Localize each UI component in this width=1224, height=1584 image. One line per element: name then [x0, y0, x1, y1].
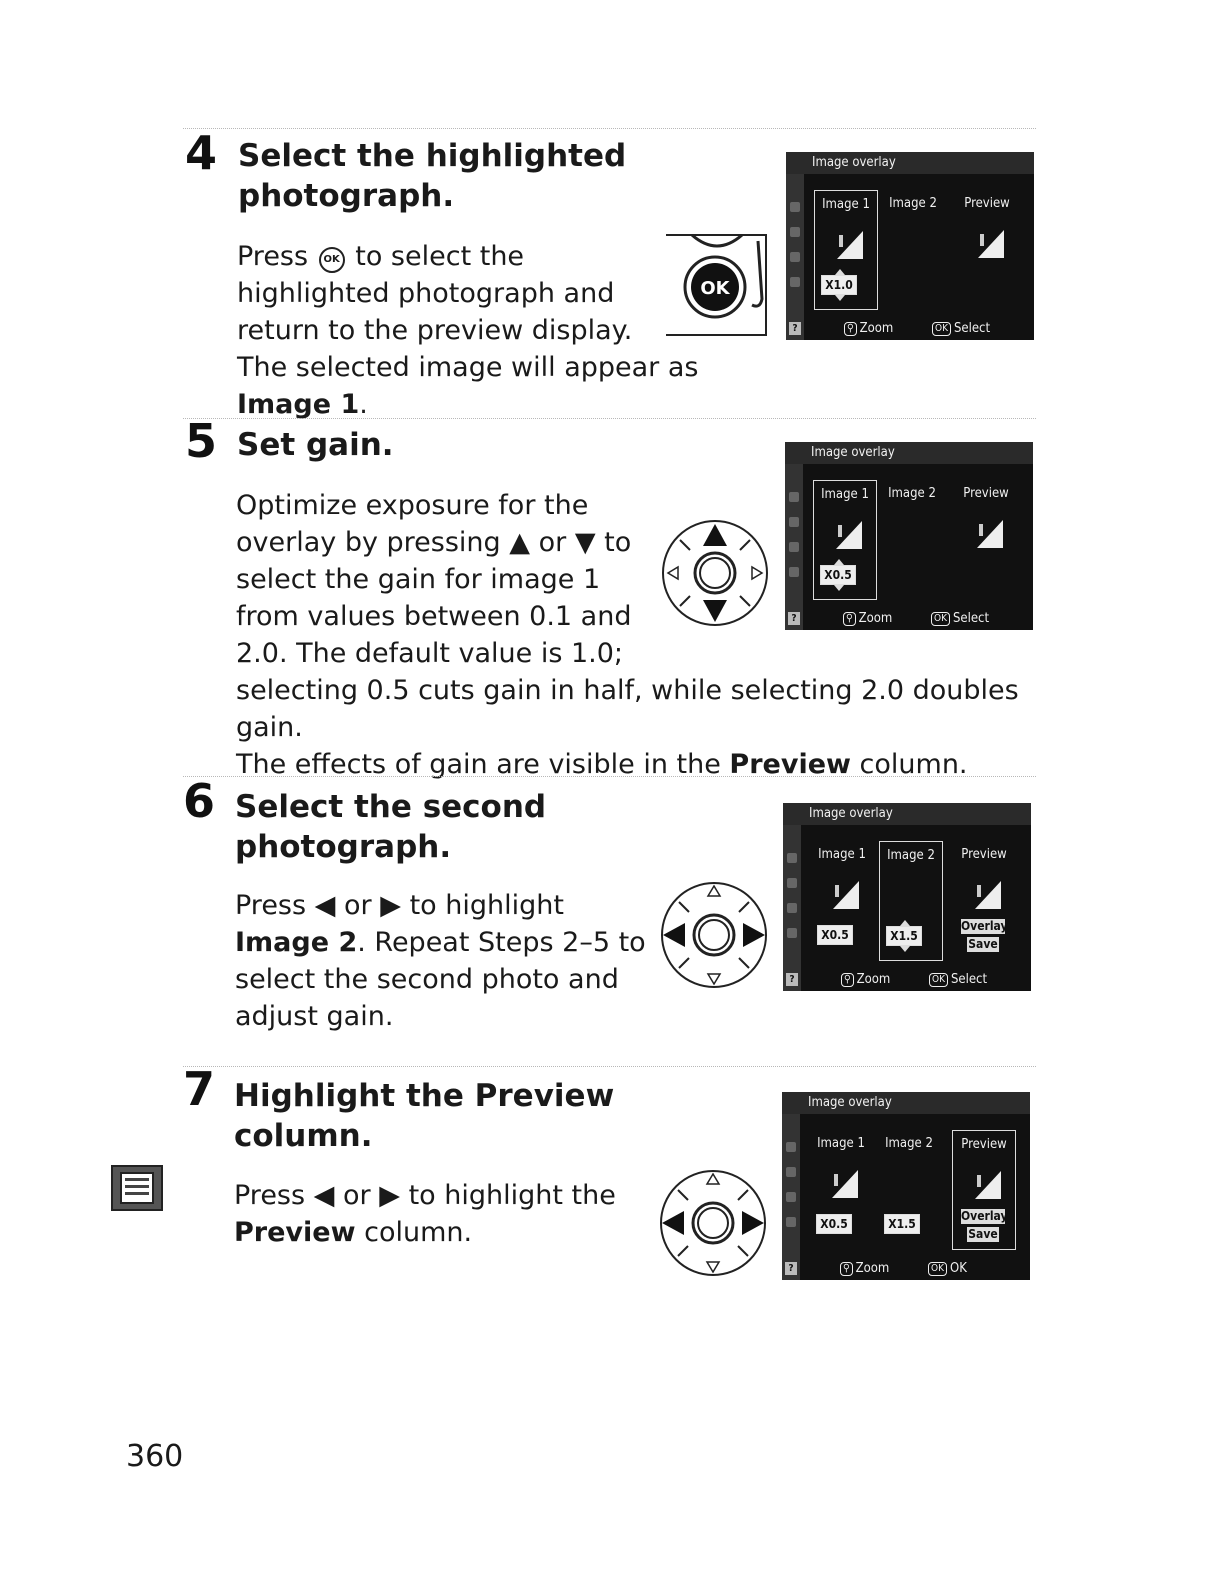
column-image-1[interactable]: Image 1 X0.5	[811, 841, 873, 959]
step-body: Press ◀ or ▶ to highlight Image 2. Repeat Steps 2–5 to select the second photo and adjust gain.	[235, 890, 646, 1032]
ok-hint: OK OK	[928, 1258, 967, 1280]
down-arrow-icon	[900, 946, 910, 952]
column-image-2[interactable]: Image 2 X1.5	[878, 1130, 940, 1248]
screen-title: Image overlay	[785, 442, 1033, 464]
gain-value[interactable]: X0.5	[817, 925, 853, 945]
gain-value[interactable]: X1.0	[821, 275, 857, 295]
zoom-hint: ⚲ Zoom	[844, 318, 893, 340]
magnifier-icon: ⚲	[843, 612, 856, 626]
menu-sidebar	[783, 803, 801, 991]
down-arrow-icon	[834, 585, 844, 591]
magnifier-icon: ⚲	[841, 973, 854, 987]
screen-footer	[782, 1258, 1030, 1280]
screen-footer	[785, 608, 1033, 630]
step-number: 4	[185, 126, 218, 180]
ok-button-icon: OK	[319, 247, 345, 273]
column-preview[interactable]: Preview	[955, 480, 1017, 598]
step-title: Highlight the Preview column.	[234, 1078, 615, 1154]
camera-screen	[785, 442, 1033, 630]
save-button[interactable]: Save	[968, 937, 998, 951]
divider	[183, 128, 1036, 129]
step-body: Optimize exposure for the overlay by pressing ▲ or ▼ to select the gain for image 1 from values between 0.1 and 2.0. The default value is 1.0; selecting 0.5 cuts gain in half, while selecting 2.0 doubles gain. The effects of gain are visible in the Preview column.	[236, 490, 1019, 780]
menu-sidebar	[782, 1092, 800, 1280]
camera-screen	[786, 152, 1034, 340]
photo-thumbnail	[828, 1164, 858, 1198]
gain-value[interactable]: X0.5	[820, 565, 856, 585]
column-image-2[interactable]: Image 2 X1.5	[879, 841, 943, 961]
menu-sidebar	[786, 152, 804, 340]
magnifier-icon: ⚲	[844, 322, 857, 336]
camera-screen	[783, 803, 1031, 991]
screen-footer	[786, 318, 1034, 340]
step-body: Press OK to select the highlighted photograph and return to the preview display. The selected image will appear as Image 1.	[237, 241, 699, 420]
save-button[interactable]: Save	[968, 1227, 998, 1241]
step-title: Select the highlighted photograph.	[238, 138, 627, 214]
step-number: 5	[185, 414, 218, 468]
ok-icon: OK	[931, 612, 950, 626]
multi-selector-left-right	[658, 1168, 768, 1278]
ok-button-illustration	[662, 229, 772, 339]
ok-icon: OK	[928, 1262, 947, 1276]
column-image-2[interactable]: Image 2	[888, 486, 936, 501]
step-number: 6	[183, 774, 216, 828]
zoom-hint: ⚲ Zoom	[843, 608, 892, 630]
zoom-hint: ⚲ Zoom	[840, 1258, 889, 1280]
multi-selector-left-right	[659, 880, 769, 990]
zoom-hint: ⚲ Zoom	[841, 969, 890, 991]
preview-thumbnail	[971, 1165, 1001, 1199]
step-title: Set gain.	[237, 427, 394, 463]
gain-value[interactable]: X0.5	[816, 1214, 852, 1234]
help-icon: ?	[786, 973, 798, 986]
step-title: Select the second photograph.	[235, 789, 547, 865]
ok-button-label: OK	[700, 278, 730, 299]
gain-value[interactable]: X1.5	[886, 926, 922, 946]
help-icon: ?	[785, 1262, 797, 1275]
column-image-1[interactable]: Image 1 X0.5	[810, 1130, 872, 1248]
down-arrow-icon	[835, 295, 845, 301]
preview-thumbnail	[971, 875, 1001, 909]
menu-sidebar	[785, 442, 803, 630]
column-preview[interactable]: Preview Overlay Save	[952, 1130, 1016, 1250]
select-hint: OK Select	[929, 969, 987, 991]
help-icon: ?	[788, 612, 800, 625]
column-preview[interactable]: Preview	[956, 190, 1018, 308]
column-image-1[interactable]: Image 1 X1.0	[814, 190, 878, 310]
ok-icon: OK	[932, 322, 951, 336]
overlay-button[interactable]: Overlay	[961, 1209, 1008, 1223]
preview-thumbnail	[974, 224, 1004, 258]
column-image-1[interactable]: Image 1 X0.5	[813, 480, 877, 600]
column-preview[interactable]: Preview Overlay Save	[961, 847, 1008, 951]
multi-selector-up-down	[660, 518, 770, 628]
select-hint: OK Select	[931, 608, 989, 630]
preview-thumbnail	[973, 514, 1003, 548]
ok-icon: OK	[929, 973, 948, 987]
column-image-2[interactable]: Image 2	[889, 196, 937, 211]
page-number: 360	[126, 1439, 184, 1474]
step-body: Press ◀ or ▶ to highlight the Preview column.	[234, 1180, 616, 1248]
camera-screen	[782, 1092, 1030, 1280]
step-number: 7	[183, 1062, 216, 1116]
divider	[183, 418, 1036, 419]
screen-footer	[783, 969, 1031, 991]
photo-thumbnail	[833, 225, 863, 259]
retouch-menu-icon	[111, 1165, 163, 1211]
gain-value[interactable]: X1.5	[884, 1214, 920, 1234]
screen-title: Image overlay	[782, 1092, 1030, 1114]
select-hint: OK Select	[932, 318, 990, 340]
divider	[183, 1066, 1036, 1067]
help-icon: ?	[789, 322, 801, 335]
overlay-button[interactable]: Overlay	[961, 919, 1008, 933]
divider	[183, 776, 1036, 777]
screen-title: Image overlay	[786, 152, 1034, 174]
photo-thumbnail	[832, 515, 862, 549]
screen-title: Image overlay	[783, 803, 1031, 825]
magnifier-icon: ⚲	[840, 1262, 853, 1276]
photo-thumbnail	[829, 875, 859, 909]
